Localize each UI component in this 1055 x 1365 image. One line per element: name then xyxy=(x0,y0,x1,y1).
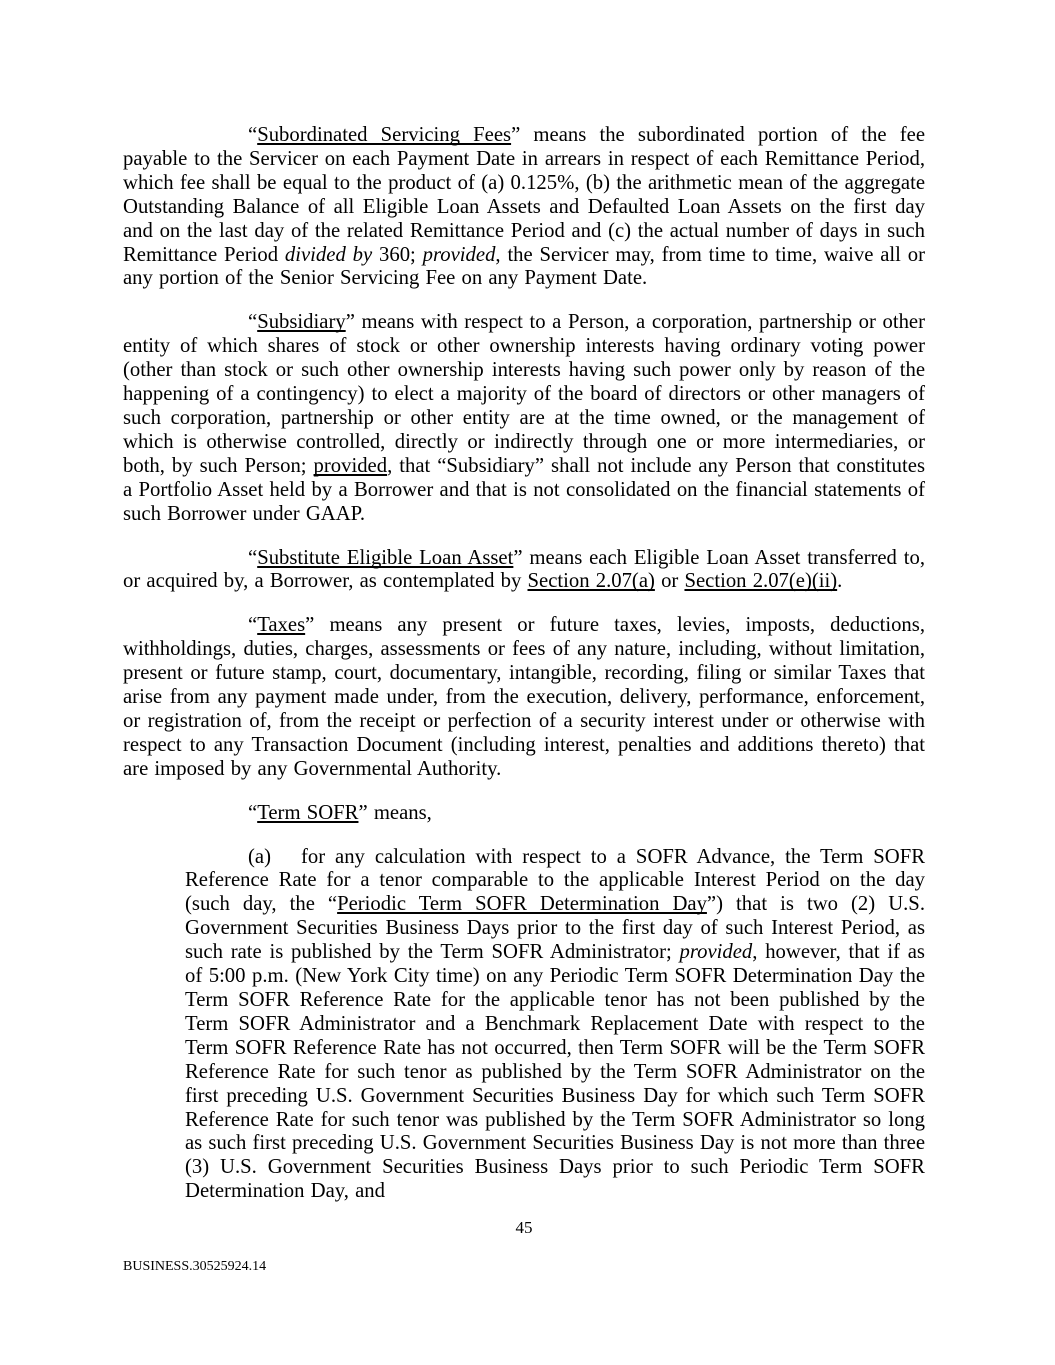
body-text: ” means each Eligible Loan Asset transferred to, or acquired by, a Borrower, as contemplated by xyxy=(123,546,926,593)
underlined-text: Subordinated Servicing Fees xyxy=(257,124,512,146)
term-sofr-clause-a-paragraph xyxy=(185,846,925,1205)
underlined-text: Substitute Eligible Loan Asset xyxy=(257,546,514,569)
underlined-text: Term SOFR xyxy=(257,801,359,824)
body-text: , that “Subsidiary” shall not include any Person that constitutes a Portfolio Asset held by a Borrower and that is not consolidated on the financial statements of such Borrower under GAAP. xyxy=(123,454,925,525)
body-text: (a) xyxy=(248,845,271,868)
body-text: “ xyxy=(248,124,258,146)
underlined-text: Subsidiary xyxy=(257,311,346,334)
body-text: “ xyxy=(248,311,258,334)
body-text: 360; xyxy=(372,243,423,266)
document-id-footer: BUSINESS.30525924.14 xyxy=(123,1259,267,1274)
body-text: , however, that if as of 5:00 p.m. (New York City time) on any Periodic Term SOFR Determination Day the Term SOFR Reference Rate for the applicable tenor has not been published by the Term SOFR Administrator and a Benchmark Replacement Date with respect to the Term SOFR Reference Rate has not occurred, then Term SOFR will be the Term SOFR Reference Rate for such tenor as published by the Term SOFR Administrator on the first preceding U.S. Government Securities Business Day for which such Term SOFR Reference Rate for such tenor was published by the Term SOFR Administrator so long as such first preceding U.S. Government Securities Business Day is not more than three (3) U.S. Government Securities Business Days prior to such Periodic Term SOFR Determination Day, and xyxy=(185,941,925,1203)
underlined-text: Periodic Term SOFR Determination Day xyxy=(337,893,707,916)
definition-paragraph-subsidiary xyxy=(123,311,925,526)
body-text: for any calculation with respect to a SOFR Advance, the Term SOFR Reference Rate for a tenor comparable to the applicable Interest Period on the day (such day, the “ xyxy=(185,845,925,916)
page-number: 45 xyxy=(515,1218,533,1237)
definition-paragraph-subordinated-servicing-fees xyxy=(123,124,925,291)
body-text: ” means the subordinated portion of the fee payable to the Servicer on each Payment Date in arrears in respect of each Remittance Period, which fee shall be equal to the product of (a) 0.125%, (b) the arithmetic mean of the aggregate Outstanding Balance of all Eligible Loan Assets and Defaulted Loan Assets on the first day and on the last day of the related Remittance Period and (c) the actual number of days in such Remittance Period xyxy=(123,124,926,266)
definition-paragraph-taxes xyxy=(123,614,925,781)
body-text: “ xyxy=(248,614,258,637)
italic-text: divided by xyxy=(284,243,373,266)
body-text: ”) that is two (2) U.S. Government Securities Business Days prior to the first day of such Interest Period, as such rate is published by the Term SOFR Administrator; xyxy=(185,893,925,964)
definition-paragraph-term-sofr xyxy=(123,802,925,826)
underlined-text: Section 2.07(e)(ii) xyxy=(684,570,838,593)
underlined-text: Section 2.07(a) xyxy=(527,570,655,593)
italic-text: provided xyxy=(422,243,496,266)
underlined-text: provided xyxy=(313,454,388,477)
body-text: ” means with respect to a Person, a corporation, partnership or other entity of which shares of stock or other ownership interests having ordinary voting power (other than stock or such other ownership interests having such power only by reason of the happening of a contingency) to elect a majority of the board of directors or other managers of such corporation, partnership or other entity are at the time owned, or the management of which is otherwise controlled, directly or indirectly through one or more intermediaries, or both, by such Person; xyxy=(123,311,925,477)
definition-paragraph-substitute-eligible-loan-asset xyxy=(123,547,925,595)
body-text: or xyxy=(654,570,685,593)
body-text: ” means any present or future taxes, levies, imposts, deductions, withholdings, duties, charges, assessments or fees of any nature, including, without limitation, present or future stamp, court, documentary, intangible, recording, filing or similar Taxes that arise from any payment made under, from the execution, delivery, performance, enforcement, or registration of, from the receipt or perfection of a security interest under or otherwise with respect to any Transaction Document (including interest, penalties and additions thereto) that are imposed by any Governmental Authority. xyxy=(123,614,925,780)
page-body-text xyxy=(123,124,925,1204)
body-text: ” means, xyxy=(358,801,432,824)
body-text: , the Servicer may, from time to time, waive all or any portion of the Senior Servicing Fee on any Payment Date. xyxy=(123,243,925,290)
body-text: “ xyxy=(248,546,258,569)
body-text: “ xyxy=(248,801,258,824)
body-text: . xyxy=(837,570,843,593)
underlined-text: Taxes xyxy=(257,614,306,637)
italic-text: provided xyxy=(679,941,753,964)
